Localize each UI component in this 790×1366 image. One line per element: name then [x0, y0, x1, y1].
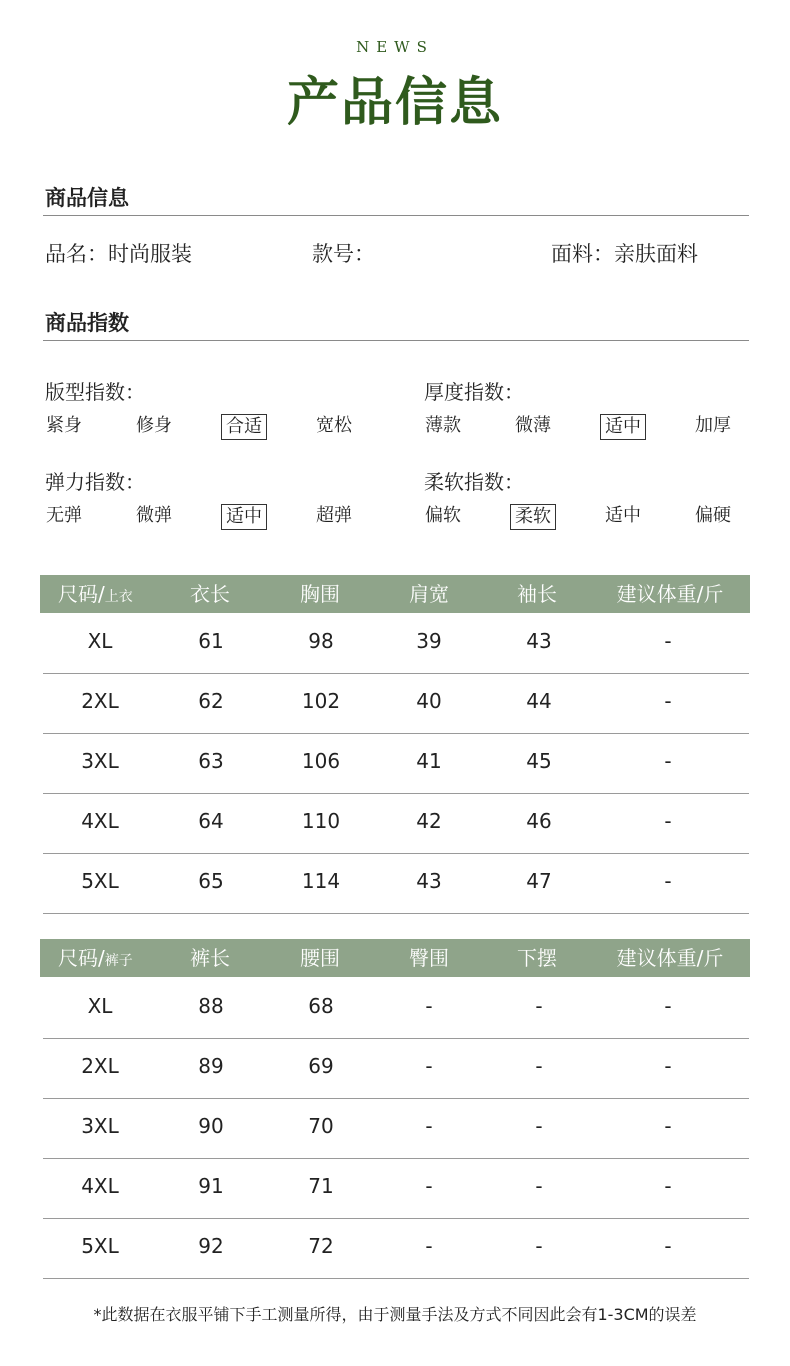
- elasticity-option-selected: 适中: [214, 504, 274, 530]
- table-cell: 3XL: [81, 749, 119, 773]
- table-cell: -: [425, 1114, 433, 1138]
- table-cell: 98: [308, 629, 334, 653]
- product-info-heading: 商品信息: [45, 186, 129, 210]
- header-cell: 建议体重/斤: [616, 582, 724, 606]
- table-cell: 92: [198, 1234, 224, 1258]
- table-cell: -: [535, 994, 543, 1018]
- table-cell: 47: [526, 869, 552, 893]
- table-row: [43, 794, 749, 854]
- table-cell: 71: [308, 1174, 334, 1198]
- table-cell: 44: [526, 689, 552, 713]
- table-cell: -: [664, 869, 672, 893]
- table-cell: 4XL: [81, 1174, 119, 1198]
- thickness-option: 加厚: [695, 415, 731, 436]
- row-divider: [43, 1278, 749, 1279]
- table-cell: 46: [526, 809, 552, 833]
- table-cell: -: [425, 1174, 433, 1198]
- table-cell: -: [664, 1054, 672, 1078]
- header-cell: 臀围: [409, 946, 449, 970]
- table-row: [43, 1099, 749, 1159]
- softness-option: 偏硬: [695, 505, 731, 526]
- table-cell: 40: [416, 689, 442, 713]
- softness-index-label: 柔软指数：: [424, 470, 524, 494]
- table-cell: 72: [308, 1234, 334, 1258]
- product-name: 品名：时尚服装: [45, 242, 192, 266]
- table-row: [43, 979, 749, 1039]
- table-cell: 64: [198, 809, 224, 833]
- divider: [43, 215, 749, 216]
- table-cell: 114: [301, 869, 341, 893]
- style-number: 款号：: [312, 242, 375, 266]
- table-cell: -: [664, 1114, 672, 1138]
- table-cell: -: [535, 1234, 543, 1258]
- table-cell: 43: [416, 869, 442, 893]
- table-cell: -: [664, 994, 672, 1018]
- table-cell: -: [664, 689, 672, 713]
- table-cell: 43: [526, 629, 552, 653]
- fit-option: 修身: [136, 415, 172, 436]
- fit-option-selected: 合适: [214, 414, 274, 440]
- table-cell: -: [664, 809, 672, 833]
- table-cell: 42: [416, 809, 442, 833]
- table-row: [43, 1159, 749, 1219]
- table-cell: 68: [308, 994, 334, 1018]
- row-divider: [43, 913, 749, 914]
- softness-option: 偏软: [425, 505, 461, 526]
- fabric: 面料：亲肤面料: [551, 242, 698, 266]
- table-cell: 63: [198, 749, 224, 773]
- table-cell: 69: [308, 1054, 334, 1078]
- table-cell: 88: [198, 994, 224, 1018]
- table-cell: 41: [416, 749, 442, 773]
- table-cell: -: [664, 629, 672, 653]
- fit-index-label: 版型指数：: [45, 380, 145, 404]
- table-row: [43, 1219, 749, 1279]
- elasticity-index-label: 弹力指数：: [45, 470, 145, 494]
- table-cell: -: [664, 749, 672, 773]
- table-cell: -: [425, 994, 433, 1018]
- table-row: [43, 614, 749, 674]
- page-title: 产品信息: [286, 72, 503, 133]
- header-size: 尺码/裤子: [58, 946, 133, 970]
- table-cell: 65: [198, 869, 224, 893]
- table-row: [43, 734, 749, 794]
- thickness-index-label: 厚度指数：: [424, 380, 524, 404]
- table-cell: 90: [198, 1114, 224, 1138]
- table-cell: 3XL: [81, 1114, 119, 1138]
- header-cell: 建议体重/斤: [616, 946, 724, 970]
- table-cell: 70: [308, 1114, 334, 1138]
- table-row: [43, 674, 749, 734]
- table-cell: 5XL: [81, 869, 119, 893]
- header-cell: 肩宽: [409, 582, 449, 606]
- header-cell: 袖长: [517, 582, 557, 606]
- table-row: [43, 1039, 749, 1099]
- fit-option: 紧身: [46, 415, 82, 436]
- table-row: [43, 854, 749, 914]
- table-cell: -: [535, 1054, 543, 1078]
- fit-option: 宽松: [316, 415, 352, 436]
- thickness-option-selected: 适中: [593, 414, 653, 440]
- elasticity-option: 微弹: [136, 505, 172, 526]
- table-cell: 4XL: [81, 809, 119, 833]
- elasticity-option: 超弹: [316, 505, 352, 526]
- footnote: *此数据在衣服平铺下手工测量所得，由于测量手法及方式不同因此会有1-3CM的误差: [93, 1305, 697, 1324]
- table-cell: 91: [198, 1174, 224, 1198]
- table-cell: 62: [198, 689, 224, 713]
- thickness-option: 薄款: [425, 415, 461, 436]
- header-cell: 裤长: [190, 946, 230, 970]
- header-cell: 衣长: [190, 582, 230, 606]
- table-cell: 2XL: [81, 689, 119, 713]
- table-cell: 102: [301, 689, 341, 713]
- thickness-option: 微薄: [515, 415, 551, 436]
- product-index-heading: 商品指数: [45, 311, 129, 335]
- table-cell: 110: [301, 809, 341, 833]
- table-cell: -: [535, 1174, 543, 1198]
- table-cell: -: [664, 1174, 672, 1198]
- elasticity-option: 无弹: [46, 505, 82, 526]
- softness-option-selected: 柔软: [503, 504, 563, 530]
- header-cell: 下摆: [517, 946, 557, 970]
- header-cell: 胸围: [300, 582, 340, 606]
- table-cell: -: [425, 1054, 433, 1078]
- header-cell: 腰围: [300, 946, 340, 970]
- table-cell: XL: [87, 994, 113, 1018]
- table-cell: 106: [301, 749, 341, 773]
- header-size: 尺码/上衣: [58, 582, 133, 606]
- table-cell: -: [535, 1114, 543, 1138]
- table-cell: 5XL: [81, 1234, 119, 1258]
- table-cell: -: [425, 1234, 433, 1258]
- table-cell: 2XL: [81, 1054, 119, 1078]
- softness-option: 适中: [605, 505, 641, 526]
- table-cell: 89: [198, 1054, 224, 1078]
- table-cell: -: [664, 1234, 672, 1258]
- news-label: NEWS: [356, 38, 434, 56]
- divider: [43, 340, 749, 341]
- bottom-table-header: [40, 939, 750, 977]
- table-cell: 61: [198, 629, 224, 653]
- top-table-header: [40, 575, 750, 613]
- table-cell: 39: [416, 629, 442, 653]
- table-cell: XL: [87, 629, 113, 653]
- table-cell: 45: [526, 749, 552, 773]
